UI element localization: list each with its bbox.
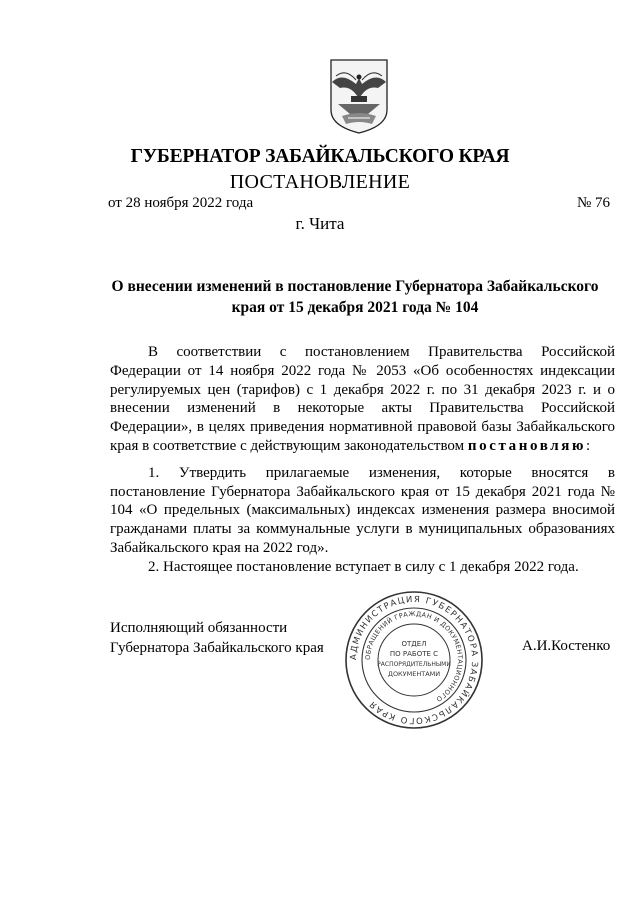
signatory-position-line-1: Исполняющий обязанности (110, 620, 288, 636)
stamp-inner-ring-text: ОБРАЩЕНИЙ ГРАЖДАН И ДОКУМЕНТАЦИОННОГО (363, 609, 465, 704)
stamp-outer-text: АДМИНИСТРАЦИЯ ГУБЕРНАТОРА ЗАБАЙКАЛЬСКОГО КРАЯ (348, 594, 480, 726)
document-date: от 28 ноября 2022 года (108, 195, 254, 211)
official-stamp (342, 588, 486, 732)
document-type: ПОСТАНОВЛЕНИЕ (229, 171, 411, 193)
document-subject (110, 276, 600, 318)
preamble-text: В соответствии с постановлением Правительства Российской Федерации от 14 ноября 2022 года № 2053 «Об особенностях индексации регулируемых цен (тарифов) с 1 декабря 2022 г. по 31 декабря 2023 г. и о внесении изменений в некоторые акты Правительства Российской Федерации», в целях приведения нормативной правовой базы Забайкальского края в соответствие с действующим законодательством (110, 344, 615, 454)
item-1-paragraph: 1. Утвердить прилагаемые изменения, которые вносятся в постановление Губернатора Забайкальского края от 15 декабря 2021 года № 104 «О предельных (максимальных) индексах изменения размера вносимой гражданами платы за коммунальные услуги в муниципальных образованиях Забайкальского края на 2022 год». (110, 464, 615, 556)
resolve-word: постановляю (467, 437, 587, 454)
document-number: № 76 (576, 195, 610, 211)
coat-of-arms-emblem (328, 58, 390, 134)
signatory-position-line-2: Губернатора Забайкальского края (110, 640, 324, 656)
preamble-paragraph (110, 343, 615, 456)
document-city: г. Чита (295, 214, 345, 233)
stamp-center-line-2: ПО РАБОТЕ С (389, 650, 439, 658)
subject-line-1: О внесении изменений в постановление Губернатора Забайкальского (111, 278, 599, 295)
issuer-title: ГУБЕРНАТОР ЗАБАЙКАЛЬСКОГО КРАЯ (130, 146, 510, 167)
stamp-center-line-3: РАСПОРЯДИТЕЛЬНЫМИ (377, 661, 451, 668)
item-2-paragraph: 2. Настоящее постановление вступает в силу с 1 декабря 2022 года. (148, 558, 579, 575)
signatory-name: А.И.Костенко (522, 638, 611, 654)
resolve-colon: : (586, 437, 591, 454)
subject-line-2: края от 15 декабря 2021 года № 104 (231, 299, 479, 316)
document-body (110, 343, 615, 577)
stamp-center-line-4: ДОКУМЕНТАМИ (387, 670, 441, 678)
stamp-center-line-1: ОТДЕЛ (401, 640, 427, 648)
signatory-position (110, 618, 324, 658)
